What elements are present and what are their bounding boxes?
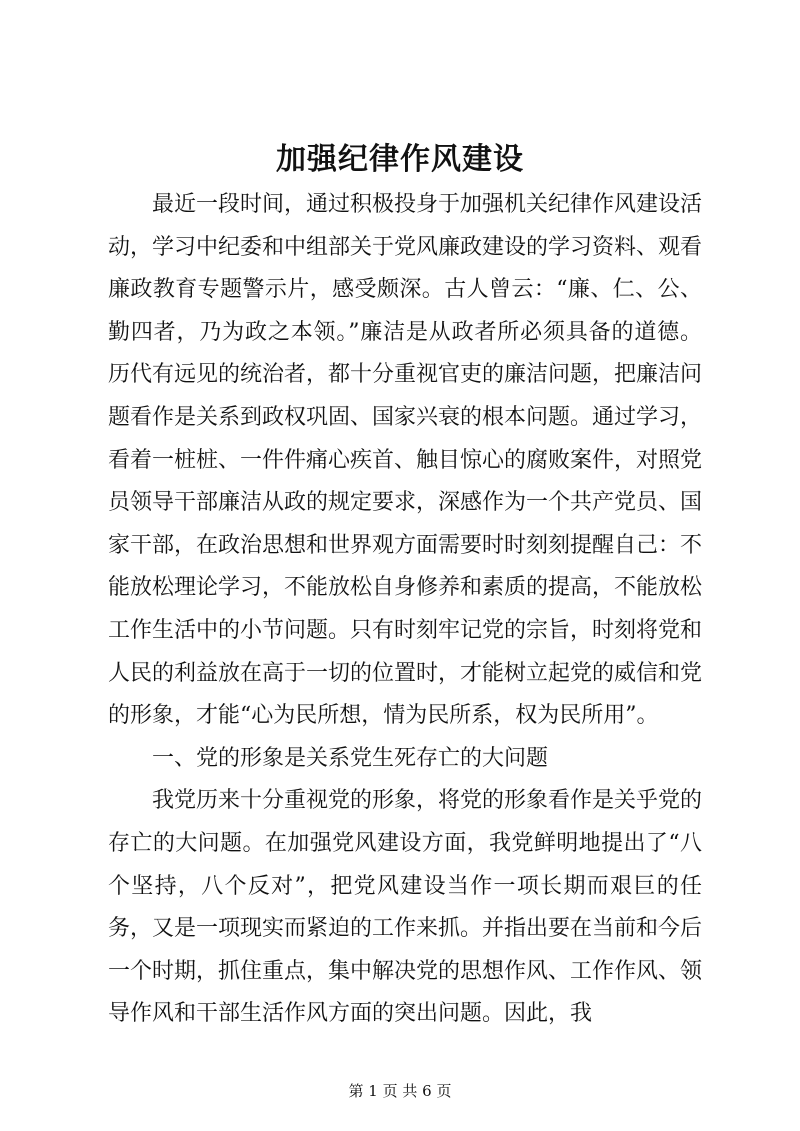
body-paragraph: 我党历来十分重视党的形象，将党的形象看作是关乎党的存亡的大问题。在加强党风建设方面，我党鲜明地提出了“八个坚持，八个反对”，把党风建设当作一项长期而艰巨的任务，又是一项现实而紧迫的工作来抓。并指出要在当前和今后一个时期，抓住重点，集中解决党的思想作风、工作作风、领导作风和干部生活作风方面的突出问题。因此，我 [108,788,703,1027]
section-heading: 一、党的形象是关系党生死存亡的大问题 [152,745,549,771]
intro-paragraph: 最近一段时间，通过积极投身于加强机关纪律作风建设活动，学习中纪委和中组部关于党风廉政建设的学习资料、观看廉政教育专题警示片，感受颇深。古人曾云：“廉、仁、公、勤四者，乃为政之本领。”廉洁是从政者所必须具备的道德。历代有远见的统治者，都十分重视官吏的廉洁问题，把廉洁问题看作是关系到政权巩固、国家兴衰的根本问题。通过学习，看着一桩桩、一件件痛心疾首、触目惊心的腐败案件，对照党员领导干部廉洁从政的规定要求，深感作为一个共产党员、国家干部，在政治思想和世界观方面需要时时刻刻提醒自己：不能放松理论学习，不能放松自身修养和素质的提高，不能放松工作生活中的小节问题。只有时刻牢记党的宗旨，时刻将党和人民的利益放在高于一切的位置时，才能树立起党的威信和党的形象，才能“心为民所想，情为民所系，权为民所用”。 [108,192,703,729]
page-footer: 第 1 页 共 6 页 [348,1082,452,1100]
document-title: 加强纪律作风建设 [276,142,524,177]
document-body [108,184,702,1036]
